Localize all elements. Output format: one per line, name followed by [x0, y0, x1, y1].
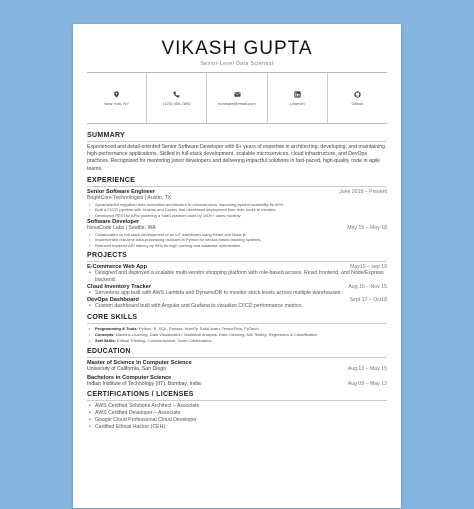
- contact-email-label: example@email.com: [218, 100, 256, 106]
- resume-body: [87, 128, 387, 431]
- job-entry: [87, 189, 387, 219]
- project-bullet: • Custom dashboard built with Angular and Grafana to visualize CI/CD performance metrics.: [89, 303, 387, 310]
- job-date: May 15 – May 18: [347, 224, 387, 231]
- certifications-heading: CERTIFICATIONS / LICENSES: [87, 391, 387, 401]
- job-entry: [87, 219, 387, 249]
- education-entry: [87, 375, 387, 387]
- candidate-name: VIKASH GUPTA: [161, 38, 313, 59]
- email-icon: [234, 91, 241, 98]
- contact-github-label: Github: [351, 100, 364, 106]
- education-school: University of California, San Diego: [87, 366, 167, 373]
- contact-github[interactable]: [328, 73, 387, 123]
- project-title: DevOps Dashboard: [87, 297, 139, 304]
- contact-location-label: New York, NY: [104, 100, 129, 106]
- education-degree: Bachelors in Computer Science: [87, 375, 172, 382]
- education-entry: [87, 360, 387, 372]
- education-school: Indian Institute of Technology (IIT), Bombay, India: [87, 381, 201, 388]
- job-bullet: • Collaborated on full-stack development of an IoT dashboard using React and Node.js.: [89, 232, 387, 238]
- linkedin-icon: [294, 91, 301, 98]
- contact-linkedin-label: LinkedIn: [289, 100, 305, 106]
- contact-email[interactable]: [207, 73, 267, 123]
- job-date: June 2018 – Present: [339, 188, 387, 195]
- skills-heading: CORE SKILLS: [87, 314, 387, 324]
- contact-location: [87, 73, 147, 123]
- location-icon: [113, 91, 120, 98]
- candidate-role: Senior-Level Data Scientist: [200, 61, 274, 67]
- skill-label: Programming & Tools:: [95, 326, 138, 332]
- skill-label: Soft Skills:: [95, 338, 116, 344]
- job-bullet: • Implemented real-time data-processing modules in Python for sensor-based tracking systems.: [89, 237, 387, 243]
- skill-item: [89, 338, 387, 344]
- project-title: E-Commerce Web App: [87, 264, 147, 271]
- education-date: Aug 13 – May 15: [347, 366, 387, 373]
- contact-phone[interactable]: [147, 73, 207, 123]
- certification-item: • Google Cloud Professional Cloud Developer: [89, 417, 387, 424]
- summary-text: Experienced and detail-oriented Senior Software Developer with 8+ years of expertise in architecting, developing, and maintaining high-performance applications. Skilled in full-stack development, scalable microservices, cloud infrastructure, and DevOps practices. Recognized for mentoring junior developers and delivering impactful solutions in fast-paced, high-quality code in agile teams.: [87, 144, 386, 172]
- certification-item: • AWS Certified Solutions Architect – Associate: [89, 403, 387, 410]
- summary-heading: SUMMARY: [87, 132, 387, 142]
- phone-icon: [173, 91, 180, 98]
- project-bullet: • Serverless app built with AWS Lambda and DynamoDB to monitor stock levels across multiple warehouses.: [89, 290, 387, 297]
- job-company: BrightCore Technologies | Austin, TX: [87, 194, 172, 201]
- github-icon: [354, 91, 361, 98]
- project-entry: [87, 297, 387, 310]
- project-title: Cloud Inventory Tracker: [87, 284, 152, 291]
- job-bullet: • Reduced backend API latency by 45% through caching and database optimization.: [89, 243, 387, 249]
- skill-label: Concepts:: [95, 332, 115, 338]
- project-bullet: • Designed and deployed a scalable multi-vendor shopping platform with role-based access, React frontend, and Node/Express backend.: [89, 270, 387, 284]
- contact-linkedin[interactable]: [268, 73, 328, 123]
- contact-phone-label: (123) 456-7890: [163, 100, 191, 106]
- project-entry: [87, 264, 387, 284]
- job-bullet: • Spearheaded migration from monolithic architecture to microservices, improving system scalability by 60%.: [89, 202, 387, 208]
- education-degree: Master of Science in Computer Science: [87, 360, 192, 367]
- project-date: Sept 17 – Oct18: [349, 297, 387, 304]
- education-date: Aug 09 – May 13: [347, 381, 387, 388]
- contact-bar: [87, 72, 387, 124]
- certification-item: • AWS Certified Developer – Associate: [89, 410, 387, 417]
- job-company: NovaCode Labs | Seattle, WA: [87, 224, 156, 231]
- resume-page: [73, 24, 401, 508]
- education-heading: EDUCATION: [87, 348, 387, 358]
- skill-value: Machine Learning, Data Visualization, Statistical Analysis, Data Cleaning, A/B Testing, Regression & Classification: [114, 332, 318, 338]
- skill-value: Python, R, SQL, Pandas, NumPy, Scikit-learn, TensorFlow, PyTorch: [137, 326, 259, 332]
- job-title: Software Developer: [87, 218, 140, 225]
- project-date: May19 – sep 19: [350, 264, 387, 271]
- job-bullet: • Developed RESTful APIs powering a SaaS platform used by 100K+ users monthly.: [89, 213, 387, 219]
- project-entry: [87, 284, 387, 297]
- skill-value: Critical Thinking, Communication, Team Collaboration: [115, 338, 212, 344]
- job-title: Senior Software Engineer: [87, 188, 156, 195]
- experience-heading: EXPERIENCE: [87, 177, 387, 187]
- project-date: Aug 15 – Nov 15: [348, 284, 387, 291]
- job-bullet: • Built a CI/CD pipeline with Jenkins and Docker that decreased deployment time from hours to minutes.: [89, 207, 387, 213]
- projects-heading: PROJECTS: [87, 252, 387, 262]
- certification-item: • Certified Ethical Hacker (CEH): [89, 424, 387, 431]
